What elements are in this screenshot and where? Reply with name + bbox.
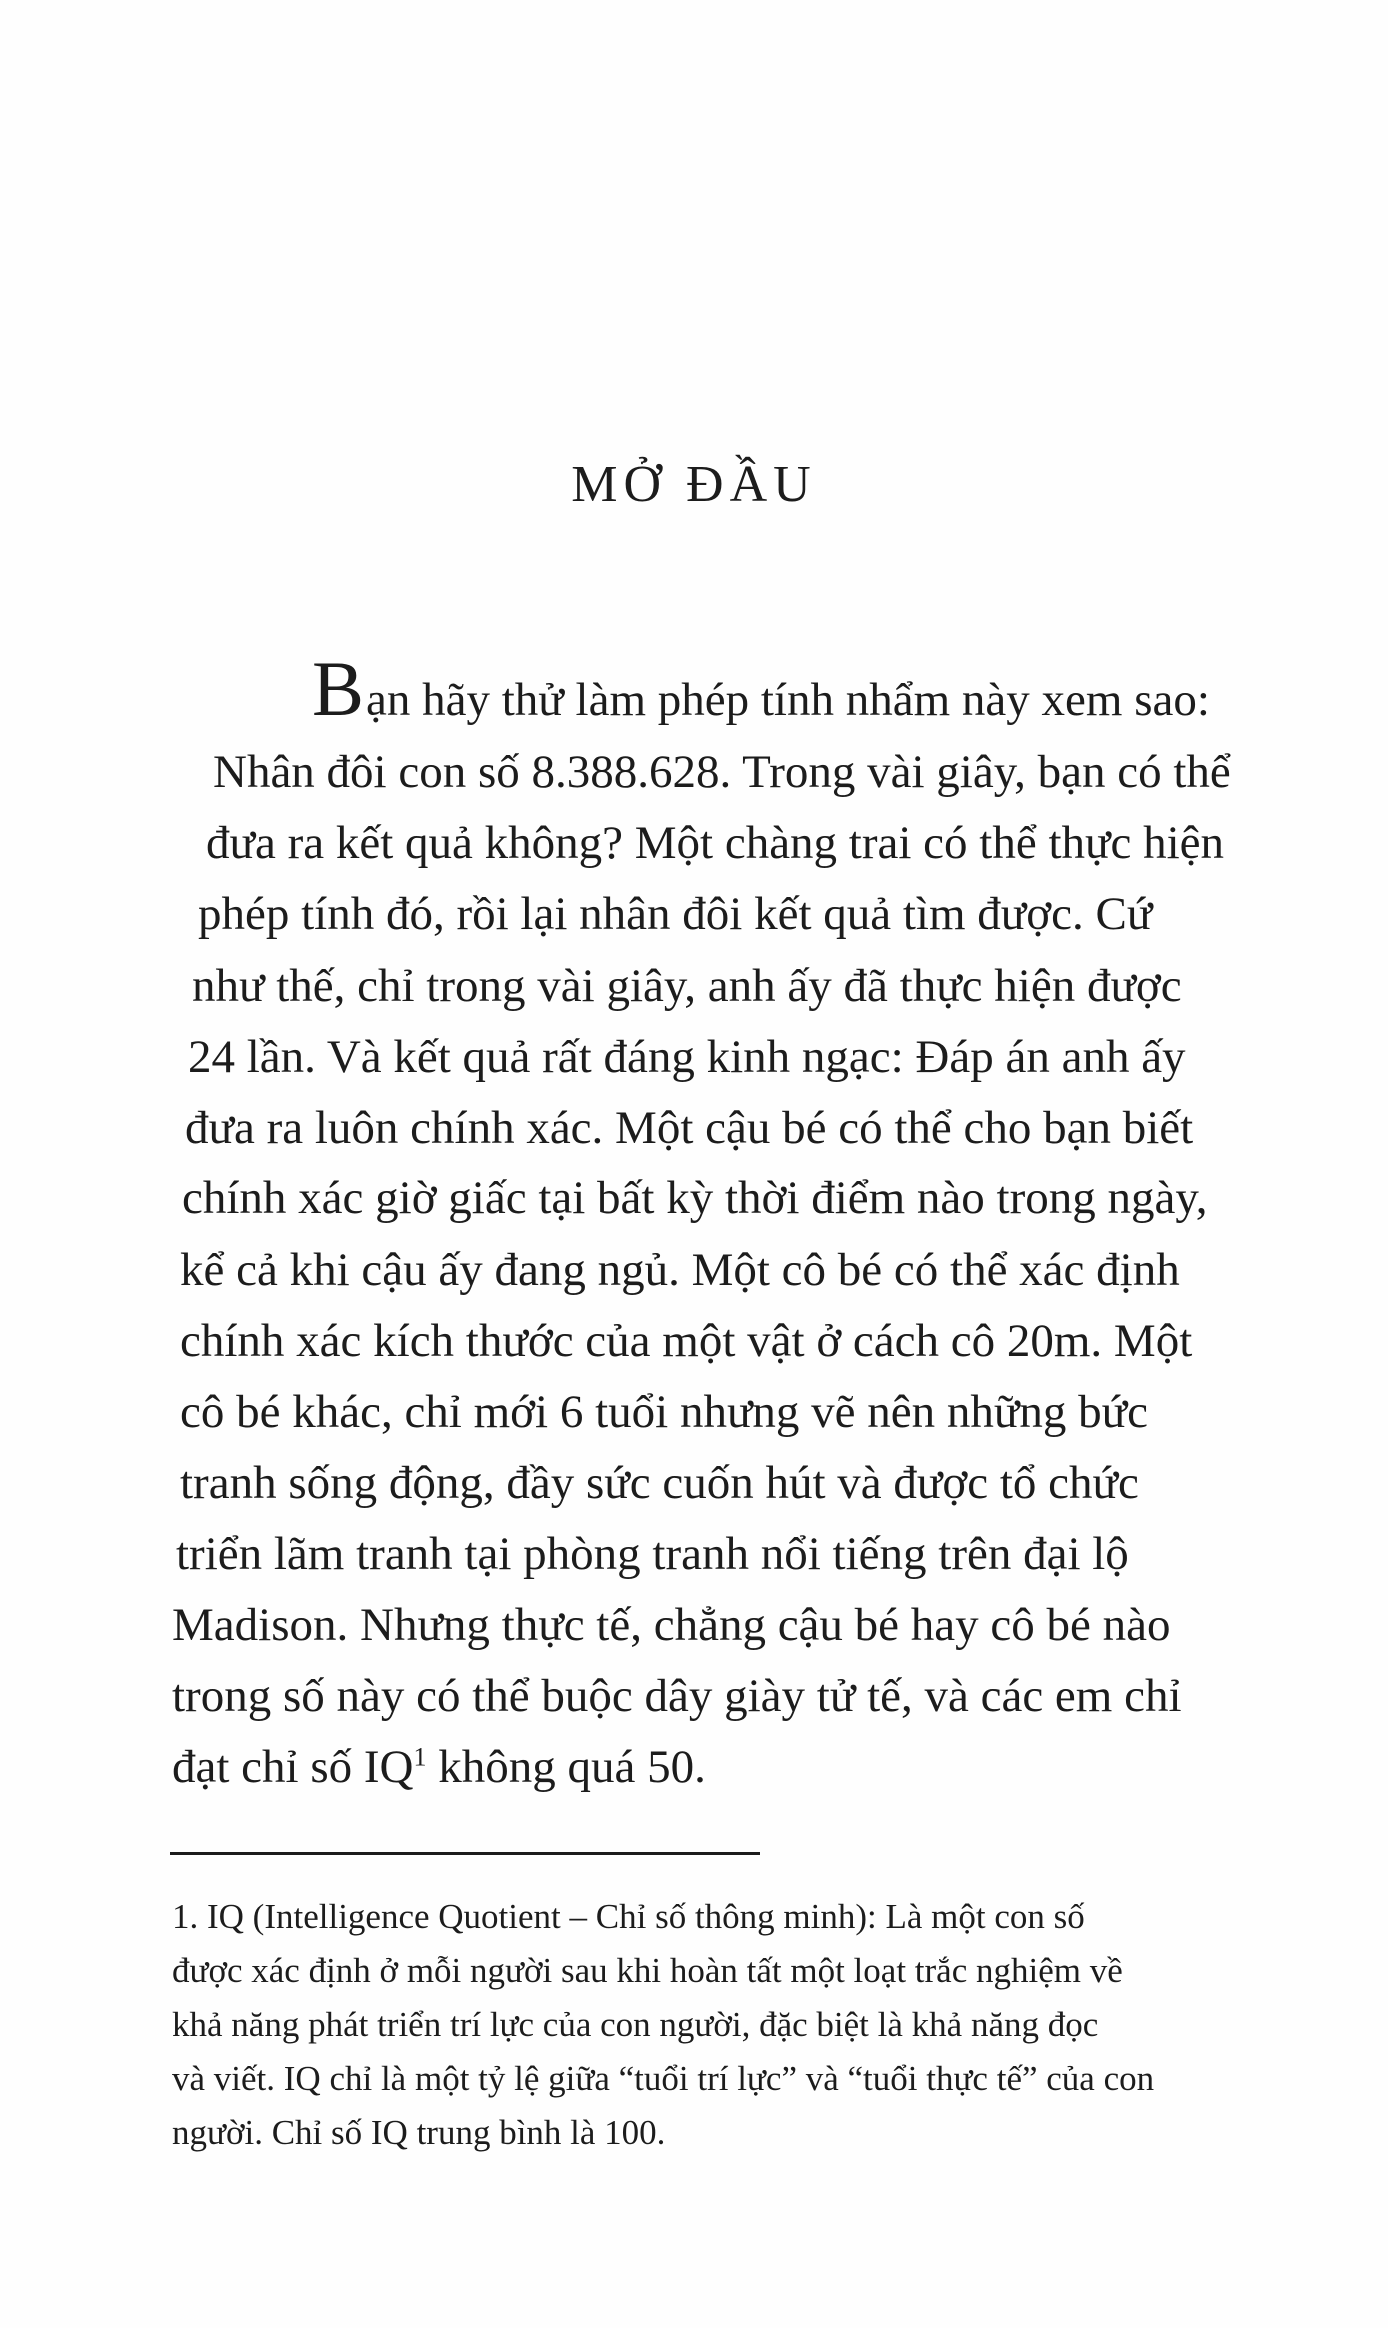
- footnote-divider: [170, 1852, 760, 1855]
- drop-cap: B: [312, 645, 365, 732]
- paragraph-line: đưa ra kết quả không? Một chàng trai có thể thực hiện: [206, 817, 1225, 869]
- paragraph-line: Madison. Nhưng thực tế, chẳng cậu bé hay cô bé nào: [172, 1599, 1171, 1651]
- footnote-line: người. Chỉ số IQ trung bình là 100.: [172, 2113, 666, 2152]
- paragraph-line: triển lãm tranh tại phòng tranh nổi tiếng trên đại lộ: [176, 1528, 1129, 1580]
- paragraph-line: kể cả khi cậu ấy đang ngủ. Một cô bé có thể xác định: [180, 1244, 1180, 1296]
- footnote-line: và viết. IQ chỉ là một tỷ lệ giữa “tuổi trí lực” và “tuổi thực tế” của con: [172, 2059, 1155, 2098]
- paragraph-line: tranh sống động, đầy sức cuốn hút và được tổ chức: [180, 1457, 1139, 1509]
- chapter-title: MỞ ĐẦU: [571, 456, 817, 513]
- paragraph-line: Nhân đôi con số 8.388.628. Trong vài giây, bạn có thể: [213, 746, 1231, 798]
- paragraph-line: đạt chỉ số $IQ^1$ không quá 50.: [172, 1741, 706, 1793]
- paragraph-line: đưa ra luôn chính xác. Một cậu bé có thể cho bạn biết: [185, 1102, 1194, 1154]
- paragraph-line: 24 lần. Và kết quả rất đáng kinh ngạc: Đáp án anh ấy: [188, 1031, 1186, 1083]
- footnote-reference: 1: [413, 1742, 427, 1772]
- paragraph-line: chính xác kích thước của một vật ở cách cô 20m. Một: [180, 1315, 1193, 1367]
- paragraph-line: Bạn hãy thử làm phép tính nhẩm này xem sao:: [312, 645, 1210, 732]
- footnote-line: khả năng phát triển trí lực của con người, đặc biệt là khả năng đọc: [172, 2005, 1099, 2044]
- paragraph-line: chính xác giờ giấc tại bất kỳ thời điểm nào trong ngày,: [182, 1172, 1208, 1224]
- footnote-line: 1. IQ (Intelligence Quotient – Chỉ số thông minh): Là một con số: [172, 1897, 1085, 1936]
- paragraph-line: như thế, chỉ trong vài giây, anh ấy đã thực hiện được: [192, 960, 1182, 1012]
- paragraph-line: trong số này có thể buộc dây giày tử tế, và các em chỉ: [172, 1670, 1182, 1722]
- footnote-line: được xác định ở mỗi người sau khi hoàn tất một loạt trắc nghiệm về: [172, 1951, 1123, 1990]
- paragraph-line: phép tính đó, rồi lại nhân đôi kết quả tìm được. Cứ: [198, 888, 1153, 940]
- paragraph-line: cô bé khác, chỉ mới 6 tuổi nhưng vẽ nên những bức: [180, 1386, 1148, 1438]
